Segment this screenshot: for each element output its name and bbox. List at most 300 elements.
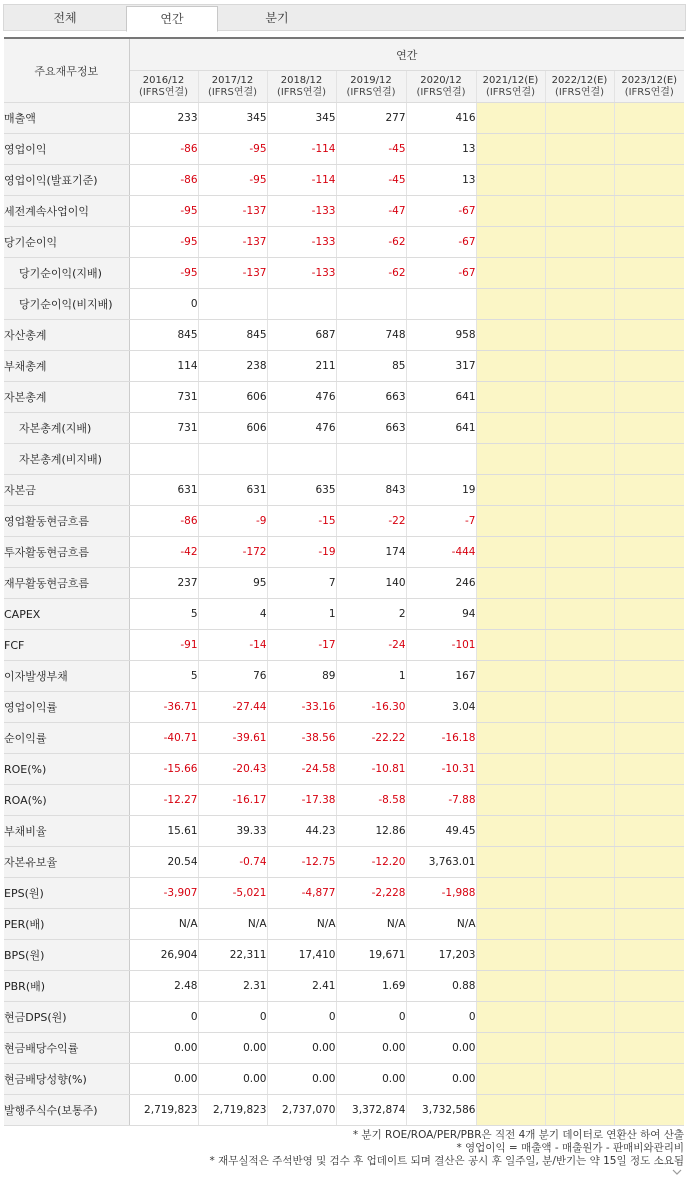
table-row [4,289,684,320]
table-cell [545,320,614,351]
table-cell [406,289,476,320]
table-cell: 238 [198,351,267,382]
table-cell [545,568,614,599]
table-cell [476,630,545,661]
table-cell: -86 [129,165,198,196]
table-cell: 0.00 [267,1033,336,1064]
table-body [4,103,684,1126]
basis-label: (IFRS연결) [485,86,536,98]
table-cell [545,1033,614,1064]
table-cell [545,444,614,475]
table-cell: -15.66 [129,754,198,785]
row-label: 자산총계 [4,320,129,351]
basis-label: (IFRS연결) [276,86,327,98]
table-cell: -67 [406,258,476,289]
table-cell: 44.23 [267,816,336,847]
table-row [4,444,684,475]
table-cell: 140 [336,568,406,599]
table-cell [545,754,614,785]
table-cell [614,103,684,134]
table-cell [476,351,545,382]
table-row [4,165,684,196]
table-row [4,258,684,289]
table-cell [476,878,545,909]
year-header [614,71,684,103]
row-label: 매출액 [4,103,129,134]
table-cell [476,196,545,227]
row-label: 당기순이익 [4,227,129,258]
table-cell [545,382,614,413]
table-cell: -5,021 [198,878,267,909]
table-row [4,785,684,816]
table-cell [545,630,614,661]
table-cell: -95 [129,227,198,258]
table-cell [545,258,614,289]
table-cell: -10.81 [336,754,406,785]
year-header [198,71,267,103]
row-label: EPS(원) [4,878,129,909]
table-cell: 19,671 [336,940,406,971]
table-cell [198,444,267,475]
table-cell [267,289,336,320]
table-cell [476,1033,545,1064]
table-cell [614,785,684,816]
tab-quarterly[interactable]: 분기 [265,11,289,25]
row-label: 세전계속사업이익 [4,196,129,227]
table-cell [614,351,684,382]
table-cell: 7 [267,568,336,599]
table-cell: -40.71 [129,723,198,754]
table-cell: 26,904 [129,940,198,971]
table-cell [476,568,545,599]
table-cell [476,382,545,413]
row-label: ROE(%) [4,754,129,785]
table-cell: 345 [267,103,336,134]
table-cell: 1 [336,661,406,692]
row-label: PBR(배) [4,971,129,1002]
table-cell: 85 [336,351,406,382]
table-cell: -114 [267,134,336,165]
table-cell: -12.75 [267,847,336,878]
table-cell [545,847,614,878]
table-cell: N/A [198,909,267,940]
table-cell: -95 [129,196,198,227]
table-cell [614,1064,684,1095]
basis-label: (IFRS연결) [624,86,674,98]
table-cell: 843 [336,475,406,506]
table-cell [614,692,684,723]
table-cell [476,971,545,1002]
table-cell: 3,732,586 [406,1095,476,1126]
table-cell: -62 [336,227,406,258]
table-cell [476,413,545,444]
table-cell [545,816,614,847]
table-cell [614,134,684,165]
table-row [4,723,684,754]
table-cell: 0.00 [198,1064,267,1095]
table-cell: 167 [406,661,476,692]
table-row [4,971,684,1002]
table-cell: 211 [267,351,336,382]
table-cell: 95 [198,568,267,599]
row-label: 순이익률 [4,723,129,754]
year-header [406,71,476,103]
table-cell [545,599,614,630]
table-cell: -22.22 [336,723,406,754]
table-cell [267,444,336,475]
table-cell [614,289,684,320]
table-cell [614,723,684,754]
year-label: 2017/12 [211,74,254,86]
table-cell [614,599,684,630]
basis-label: (IFRS연결) [554,86,605,98]
table-cell [614,847,684,878]
table-cell: -95 [198,134,267,165]
table-row [4,506,684,537]
table-cell: 94 [406,599,476,630]
table-cell: 606 [198,382,267,413]
table-cell [545,227,614,258]
basis-label: (IFRS연결) [207,86,258,98]
table-cell [476,940,545,971]
table-cell: 0.00 [198,1033,267,1064]
table-cell: -1,988 [406,878,476,909]
table-cell: 0.00 [336,1033,406,1064]
table-cell [198,289,267,320]
table-cell: 2,719,823 [198,1095,267,1126]
table-cell [614,165,684,196]
table-row [4,196,684,227]
table-cell: 5 [129,661,198,692]
table-cell [614,227,684,258]
table-cell: 663 [336,413,406,444]
table-cell [476,847,545,878]
year-label: 2021/12(E) [482,74,539,86]
row-label: 당기순이익(비지배) [4,289,129,320]
table-cell [545,289,614,320]
table-cell [614,878,684,909]
table-row [4,847,684,878]
tab-all[interactable]: 전체 [53,11,77,25]
row-label: 부채비율 [4,816,129,847]
table-row [4,351,684,382]
table-cell: 731 [129,382,198,413]
year-label: 2023/12(E) [621,74,678,86]
row-label: 현금배당성향(%) [4,1064,129,1095]
table-row [4,537,684,568]
table-cell: 845 [198,320,267,351]
table-cell [545,134,614,165]
table-row [4,1064,684,1095]
table-cell [545,940,614,971]
table-cell: 2,719,823 [129,1095,198,1126]
table-row [4,1095,684,1126]
table-cell: 2.48 [129,971,198,1002]
table-cell: N/A [406,909,476,940]
table-cell: 0.00 [406,1064,476,1095]
table-cell: N/A [336,909,406,940]
footnote: * 분기 ROE/ROA/PER/PBR은 직전 4개 분기 데이터로 연환산 하여 산출 [352,1129,684,1141]
table-cell [129,444,198,475]
table-cell: 12.86 [336,816,406,847]
table-cell: -20.43 [198,754,267,785]
table-cell: 845 [129,320,198,351]
row-label: 자본유보율 [4,847,129,878]
table-cell: -17.38 [267,785,336,816]
row-label: 자본총계 [4,382,129,413]
table-cell: 1.69 [336,971,406,1002]
footnote: * 재무실적은 주석반영 및 검수 후 업데이트 되며 결산은 공시 후 일주일, 분/반기는 약 15일 정도 소요됨 [209,1155,684,1167]
row-label: 자본총계(지배) [4,413,129,444]
table-cell [476,227,545,258]
row-label: 재무활동현금흐름 [4,568,129,599]
table-cell: 663 [336,382,406,413]
table-cell: 39.33 [198,816,267,847]
table-cell: -67 [406,227,476,258]
table-cell [545,537,614,568]
table-cell: -67 [406,196,476,227]
table-cell [476,258,545,289]
table-row [4,599,684,630]
table-row [4,661,684,692]
table-cell: -16.17 [198,785,267,816]
table-cell: -27.44 [198,692,267,723]
table-cell: 958 [406,320,476,351]
table-cell [545,1064,614,1095]
table-cell [614,1002,684,1033]
table-cell: 3,763.01 [406,847,476,878]
table-cell: -45 [336,165,406,196]
table-cell [476,320,545,351]
row-label: 투자활동현금흐름 [4,537,129,568]
table-cell: 5 [129,599,198,630]
table-cell: -2,228 [336,878,406,909]
table-cell [614,444,684,475]
table-cell: 246 [406,568,476,599]
table-cell [476,692,545,723]
table-cell [614,382,684,413]
table-cell: 0.00 [336,1064,406,1095]
row-label: 당기순이익(지배) [4,258,129,289]
table-cell [545,661,614,692]
table-cell [476,723,545,754]
table-cell: 13 [406,165,476,196]
table-cell [614,568,684,599]
table-cell [614,630,684,661]
table-cell: -42 [129,537,198,568]
table-cell [614,196,684,227]
table-cell: 13 [406,134,476,165]
basis-label: (IFRS연결) [416,86,466,98]
table-cell: -444 [406,537,476,568]
table-cell [614,816,684,847]
table-cell: 237 [129,568,198,599]
table-cell [476,754,545,785]
row-label: BPS(원) [4,940,129,971]
table-cell: -172 [198,537,267,568]
table-cell [406,444,476,475]
table-cell: -24 [336,630,406,661]
table-cell [614,1095,684,1126]
row-label: 자본금 [4,475,129,506]
table-cell [545,196,614,227]
table-cell [545,1002,614,1033]
table-cell: 0 [336,1002,406,1033]
year-header [545,71,614,103]
year-label: 2018/12 [280,74,323,86]
table-cell: 17,410 [267,940,336,971]
table-row [4,909,684,940]
year-header [267,71,336,103]
table-cell: -15 [267,506,336,537]
row-label: PER(배) [4,909,129,940]
table-cell: 0 [129,289,198,320]
table-cell: -12.27 [129,785,198,816]
table-row [4,134,684,165]
table-cell: N/A [129,909,198,940]
table-cell: 731 [129,413,198,444]
table-row [4,382,684,413]
table-cell: -24.58 [267,754,336,785]
row-label: 영업이익(발표기준) [4,165,129,196]
table-cell: -9 [198,506,267,537]
row-label: ROA(%) [4,785,129,816]
table-cell: -86 [129,134,198,165]
table-cell: 748 [336,320,406,351]
table-cell [545,165,614,196]
row-label: 영업활동현금흐름 [4,506,129,537]
table-cell: -36.71 [129,692,198,723]
table-cell: -8.58 [336,785,406,816]
table-cell: -10.31 [406,754,476,785]
table-cell [614,1033,684,1064]
table-cell: 1 [267,599,336,630]
table-cell: 22,311 [198,940,267,971]
chevron-down-icon[interactable] [672,1167,682,1177]
table-row [4,568,684,599]
table-cell [476,1064,545,1095]
table-row [4,103,684,134]
table-cell: 635 [267,475,336,506]
table-cell [545,1095,614,1126]
footnote: * 영업이익 = 매출액 - 매출원가 - 판매비와관리비 [456,1142,684,1154]
table-cell: 0.00 [129,1033,198,1064]
table-cell: 476 [267,413,336,444]
table-cell: -12.20 [336,847,406,878]
table-cell: 631 [129,475,198,506]
table-row [4,320,684,351]
table-cell: 20.54 [129,847,198,878]
footnotes [210,1129,684,1168]
row-label: 현금DPS(원) [4,1002,129,1033]
table-corner-label: 주요재무정보 [4,38,129,103]
table-cell: -101 [406,630,476,661]
table-cell: 641 [406,382,476,413]
row-label: 영업이익 [4,134,129,165]
table-cell [614,506,684,537]
table-cell: -16.18 [406,723,476,754]
table-cell: 114 [129,351,198,382]
table-cell [476,537,545,568]
table-cell [545,506,614,537]
table-cell: -47 [336,196,406,227]
table-cell: 687 [267,320,336,351]
table-cell: -14 [198,630,267,661]
table-cell: -45 [336,134,406,165]
table-cell [614,940,684,971]
table-cell [476,785,545,816]
table-cell: 277 [336,103,406,134]
table-cell: 0 [267,1002,336,1033]
table-cell: 641 [406,413,476,444]
table-cell [614,320,684,351]
row-label: 이자발생부채 [4,661,129,692]
table-cell: -19 [267,537,336,568]
table-cell: 2.41 [267,971,336,1002]
table-cell: -17 [267,630,336,661]
tab-annual[interactable]: 연간 [126,6,218,32]
table-cell: 606 [198,413,267,444]
row-label: FCF [4,630,129,661]
table-cell: -22 [336,506,406,537]
table-cell: -86 [129,506,198,537]
table-cell [476,1095,545,1126]
table-cell [545,971,614,1002]
table-cell: -133 [267,196,336,227]
table-cell: -4,877 [267,878,336,909]
table-cell: -38.56 [267,723,336,754]
table-cell [476,134,545,165]
table-cell [545,351,614,382]
table-row [4,630,684,661]
table-row [4,692,684,723]
year-header [476,71,545,103]
table-cell: 2 [336,599,406,630]
table-cell [545,909,614,940]
financial-summary-table [4,37,684,1126]
table-cell: 17,203 [406,940,476,971]
table-cell: -133 [267,227,336,258]
year-label: 2020/12 [420,74,462,86]
table-cell [476,1002,545,1033]
table-cell: 0.00 [267,1064,336,1095]
table-cell [545,878,614,909]
year-header [336,71,406,103]
table-cell [614,413,684,444]
row-label: CAPEX [4,599,129,630]
table-cell: 49.45 [406,816,476,847]
table-cell: 233 [129,103,198,134]
table-cell [545,723,614,754]
table-cell [476,599,545,630]
table-cell [614,754,684,785]
table-row [4,413,684,444]
table-cell: -7.88 [406,785,476,816]
table-cell [545,692,614,723]
row-label: 발행주식수(보통주) [4,1095,129,1126]
table-cell: 416 [406,103,476,134]
table-row [4,227,684,258]
row-label: 현금배당수익률 [4,1033,129,1064]
row-label: 영업이익률 [4,692,129,723]
table-cell: -7 [406,506,476,537]
table-row [4,754,684,785]
table-cell: 345 [198,103,267,134]
basis-label: (IFRS연결) [346,86,396,98]
table-cell [614,971,684,1002]
table-cell: -3,907 [129,878,198,909]
table-cell: -39.61 [198,723,267,754]
